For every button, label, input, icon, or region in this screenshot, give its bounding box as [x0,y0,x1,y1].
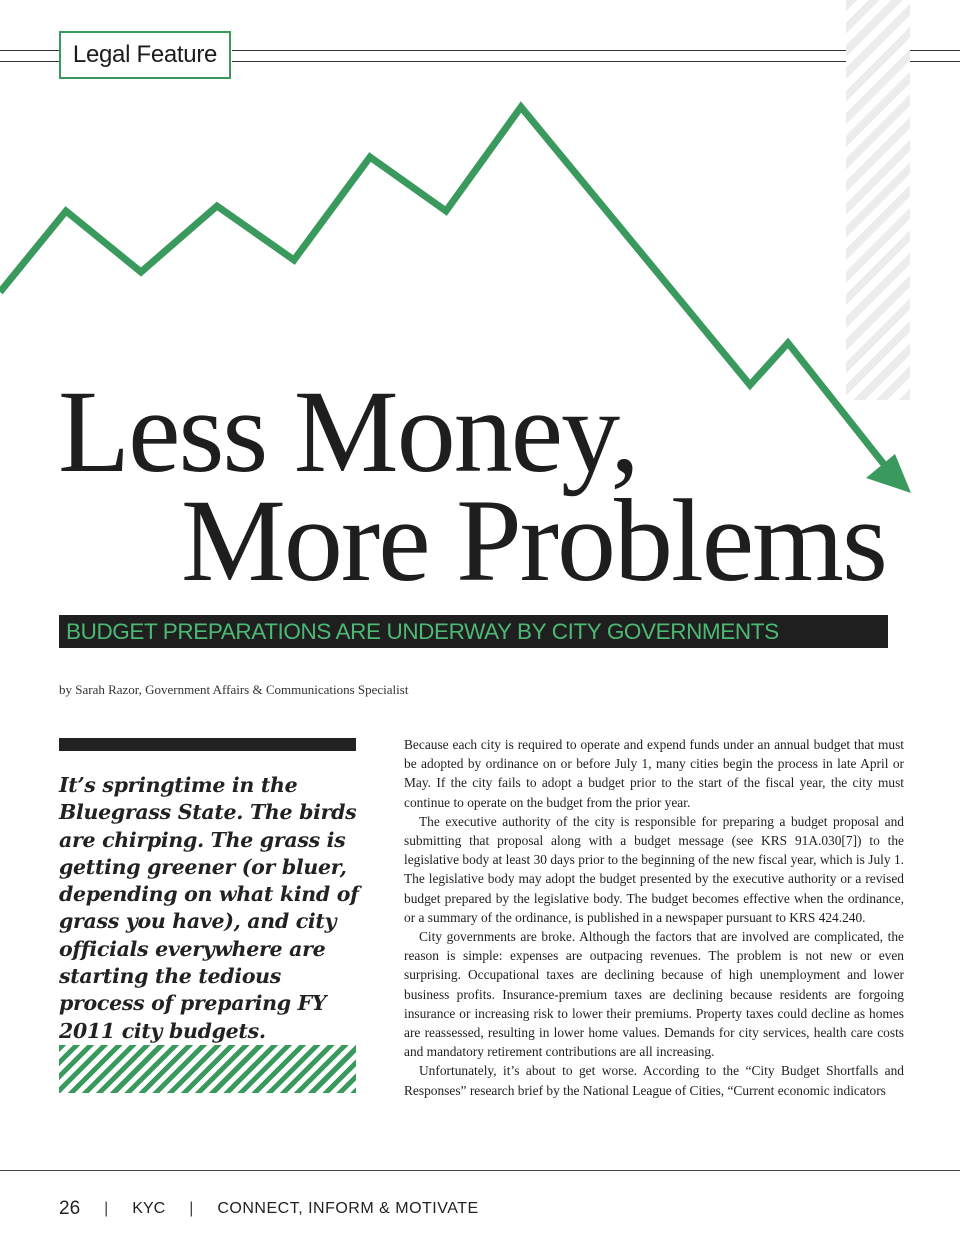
footer-separator: | [189,1200,194,1217]
body-paragraph-3: City governments are broke. Although the factors that are involved are complicated, the reason is simple: expenses are outpacing revenues. The problem is not new or even surprising. Occupational taxes are declining because of high unemployment and lower business profits. Insurance-premium taxes are declining because residents are forgoing insurance or increasing risk to lower their premiums. Property taxes could decline as homes are reassessed, resulting in lower home values. Demands for city services, health care costs and mandatory retirement contributions are all increasing. [404,929,904,1060]
body-paragraph-4: Unfortunately, it’s about to get worse. According to the “City Budget Shortfalls and Responses” research brief by the National League of Cities, “Current economic indicators [404,1063,904,1098]
body-paragraph-1: Because each city is required to operate and expend funds under an annual budget that must be adopted by ordinance on or before July 1, many cities begin the process in late April or May. If the city fails to adopt a budget prior to the start of the fiscal year, the city must continue to operate on the budget from the prior year. [404,737,904,810]
body-paragraph-2: The executive authority of the city is responsible for preparing a budget proposal and submitting that proposal along with a budget message (see KRS 91A.030[7]) to the legislative body at least 30 days prior to the beginning of the new fiscal year, which is July 1. The legislative body may adopt the budget presented by the executive authority or a revised budget prepared by the legislative body. The budget becomes effective when the ordinance, or a summary of the ordinance, is published in a newspaper pursuant to KRS 424.240. [404,813,904,925]
publication-name: KYC [132,1200,166,1217]
byline: by Sarah Razor, Government Affairs & Communications Specialist [59,682,409,697]
article-body [404,735,904,1100]
section-label: Legal Feature [59,31,231,79]
page-footer [59,1198,479,1220]
headline-line-2: More Problems [181,475,886,606]
pull-quote: It’s springtime in the Bluegrass State. The birds are chirping. The grass is getting greener (or bluer, depending on what kind of grass you have), and city officials everywhere are starting the tedious process of preparing FY 2011 city budgets. [59,773,359,1043]
footer-separator: | [104,1200,109,1217]
footer-tagline: CONNECT, INFORM & MOTIVATE [217,1200,479,1217]
headline-line-1: Less Money, [58,366,638,497]
pull-quote-stripe-decoration [59,1045,356,1093]
page-number: 26 [59,1198,81,1219]
subheading-bar: BUDGET PREPARATIONS ARE UNDERWAY BY CITY GOVERNMENTS [59,615,888,648]
footer-rule [0,1170,960,1171]
pull-quote-top-bar [59,738,356,751]
